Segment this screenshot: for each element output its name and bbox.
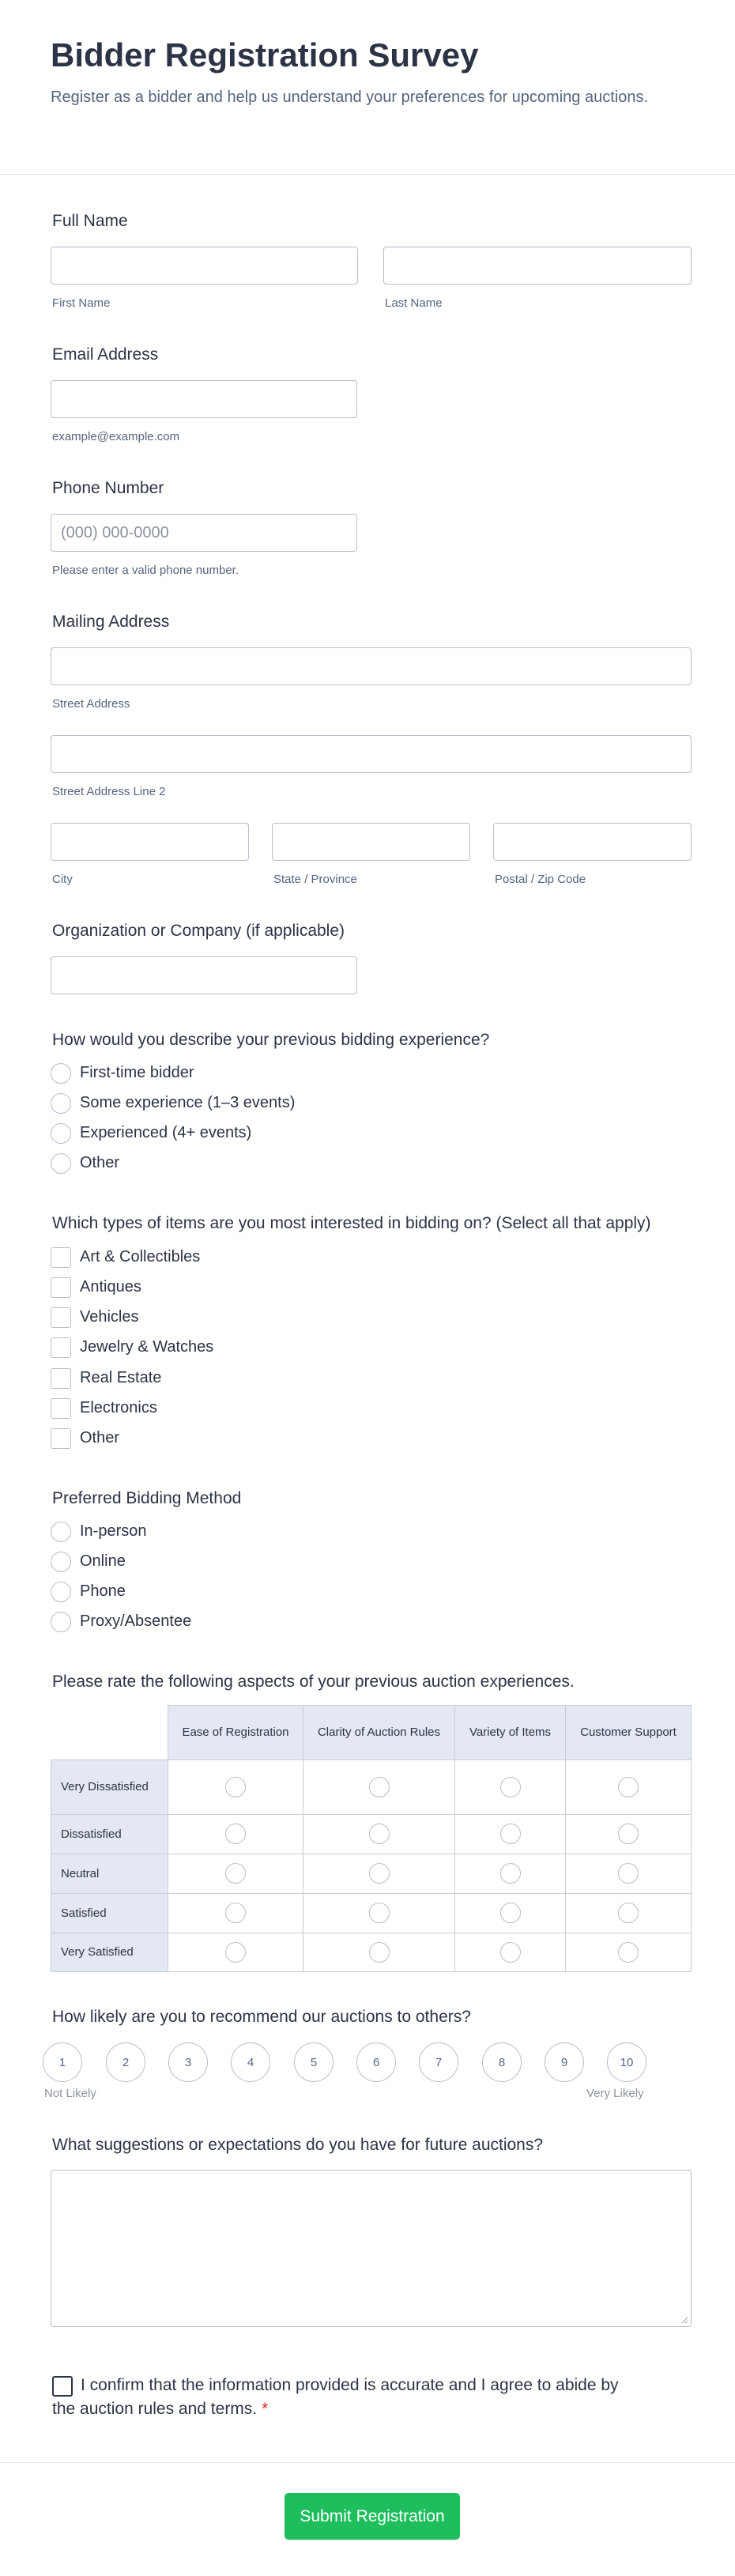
- matrix-row-header: Satisfied: [51, 1893, 168, 1933]
- scale-option-10[interactable]: 10: [607, 2042, 646, 2082]
- checkbox[interactable]: [51, 1307, 71, 1328]
- option-label: Other: [80, 1429, 120, 1446]
- full-name-label: Full Name: [52, 212, 128, 230]
- matrix-cell: [303, 1933, 455, 1972]
- matrix-column-header: Ease of Registration: [168, 1705, 303, 1760]
- street-address-input[interactable]: [51, 647, 692, 685]
- submit-button[interactable]: Submit Registration: [285, 2493, 460, 2540]
- radio-button[interactable]: [51, 1612, 71, 1632]
- footer-divider: [0, 2462, 735, 2463]
- matrix-radio[interactable]: [225, 1777, 246, 1797]
- form-header: [0, 0, 735, 175]
- matrix-cell: [454, 1933, 566, 1972]
- matrix-cell: [565, 1814, 692, 1854]
- suggestions-textarea[interactable]: [51, 2170, 692, 2327]
- matrix-radio[interactable]: [225, 1824, 246, 1844]
- experience-label: How would you describe your previous bidding experience?: [52, 1031, 490, 1049]
- matrix-cell: [454, 1854, 566, 1894]
- scale-option-8[interactable]: 8: [482, 2042, 522, 2082]
- checkbox[interactable]: [51, 1398, 71, 1419]
- matrix-cell: [565, 1854, 692, 1894]
- phone-sublabel: Please enter a valid phone number.: [52, 564, 239, 577]
- checkbox[interactable]: [51, 1428, 71, 1449]
- page-subtitle: Register as a bidder and help us understand your preferences for upcoming auctions.: [51, 89, 649, 106]
- email-input[interactable]: [51, 380, 357, 418]
- option-label: Real Estate: [80, 1369, 162, 1386]
- scale-option-1[interactable]: 1: [43, 2042, 82, 2082]
- scale-low-label: Not Likely: [44, 2087, 96, 2100]
- matrix-column-header: Customer Support: [565, 1705, 692, 1760]
- option-label: Vehicles: [80, 1308, 139, 1326]
- matrix-cell: [303, 1759, 455, 1815]
- matrix-cell: [303, 1854, 455, 1894]
- required-mark: *: [262, 2400, 269, 2418]
- zip-input[interactable]: [493, 823, 692, 861]
- matrix-cell: [565, 1933, 692, 1972]
- scale-option-9[interactable]: 9: [545, 2042, 584, 2082]
- matrix-cell: [168, 1933, 303, 1972]
- matrix-column-header: Clarity of Auction Rules: [303, 1705, 455, 1760]
- radio-button[interactable]: [51, 1093, 71, 1114]
- street-address-sublabel: Street Address: [52, 697, 130, 711]
- confirm-label: [52, 2374, 637, 2421]
- scale-option-6[interactable]: 6: [356, 2042, 396, 2082]
- option-label: Some experience (1–3 events): [80, 1094, 296, 1111]
- matrix-cell: [565, 1759, 692, 1815]
- matrix-radio[interactable]: [369, 1863, 390, 1884]
- resize-grip-icon[interactable]: [680, 2316, 688, 2324]
- matrix-radio[interactable]: [500, 1863, 521, 1884]
- matrix-row-header: Very Dissatisfied: [51, 1759, 168, 1815]
- option-label: Jewelry & Watches: [80, 1338, 214, 1356]
- matrix-cell: [168, 1814, 303, 1854]
- rating-label: Please rate the following aspects of your previous auction experiences.: [52, 1673, 575, 1691]
- first-name-input[interactable]: [51, 247, 358, 285]
- last-name-sublabel: Last Name: [385, 296, 443, 310]
- option-label: Art & Collectibles: [80, 1248, 201, 1265]
- last-name-input[interactable]: [383, 247, 692, 285]
- checkbox[interactable]: [51, 1337, 71, 1358]
- matrix-radio[interactable]: [618, 1942, 639, 1963]
- matrix-radio[interactable]: [500, 1777, 521, 1797]
- suggestions-label: What suggestions or expectations do you have for future auctions?: [52, 2136, 544, 2154]
- phone-label: Phone Number: [52, 479, 164, 497]
- scale-option-3[interactable]: 3: [168, 2042, 208, 2082]
- radio-button[interactable]: [51, 1552, 71, 1572]
- address-label: Mailing Address: [52, 613, 170, 631]
- radio-button[interactable]: [51, 1522, 71, 1542]
- matrix-row-header: Very Satisfied: [51, 1933, 168, 1972]
- state-sublabel: State / Province: [273, 873, 357, 886]
- city-sublabel: City: [52, 873, 73, 886]
- street-address-line2-sublabel: Street Address Line 2: [52, 785, 166, 798]
- scale-option-4[interactable]: 4: [231, 2042, 270, 2082]
- radio-button[interactable]: [51, 1582, 71, 1602]
- matrix-cell: [168, 1759, 303, 1815]
- checkbox[interactable]: [51, 1368, 71, 1389]
- matrix-row-header: Neutral: [51, 1854, 168, 1894]
- scale-high-label: Very Likely: [586, 2087, 644, 2100]
- matrix-radio[interactable]: [618, 1903, 639, 1923]
- organization-label: Organization or Company (if applicable): [52, 922, 345, 940]
- matrix-radio[interactable]: [225, 1903, 246, 1923]
- city-input[interactable]: [51, 823, 249, 861]
- matrix-cell: [303, 1893, 455, 1933]
- matrix-radio[interactable]: [369, 1777, 390, 1797]
- option-label: Phone: [80, 1582, 126, 1600]
- matrix-cell: [454, 1759, 566, 1815]
- checkbox[interactable]: [51, 1277, 71, 1298]
- interests-label: Which types of items are you most interested in bidding on? (Select all that apply): [52, 1214, 651, 1232]
- matrix-radio[interactable]: [500, 1824, 521, 1844]
- matrix-row-header: Dissatisfied: [51, 1814, 168, 1854]
- radio-button[interactable]: [51, 1153, 71, 1174]
- matrix-radio[interactable]: [618, 1824, 639, 1844]
- confirm-text: I confirm that the information provided is accurate and I agree to abide by the auction rules and terms.: [52, 2376, 619, 2418]
- option-label: In-person: [80, 1522, 147, 1540]
- organization-input[interactable]: [51, 956, 357, 994]
- matrix-cell: [454, 1814, 566, 1854]
- option-label: Experienced (4+ events): [80, 1124, 252, 1141]
- option-label: First-time bidder: [80, 1064, 194, 1081]
- matrix-radio[interactable]: [500, 1942, 521, 1963]
- option-label: Other: [80, 1154, 120, 1171]
- email-label: Email Address: [52, 345, 159, 364]
- option-label: Electronics: [80, 1399, 157, 1416]
- matrix-radio[interactable]: [618, 1863, 639, 1884]
- email-sublabel: example@example.com: [52, 430, 180, 443]
- matrix-radio[interactable]: [225, 1942, 246, 1963]
- matrix-radio[interactable]: [369, 1903, 390, 1923]
- matrix-cell: [168, 1893, 303, 1933]
- zip-sublabel: Postal / Zip Code: [495, 873, 586, 886]
- radio-button[interactable]: [51, 1123, 71, 1144]
- matrix-radio[interactable]: [369, 1942, 390, 1963]
- street-address-line2-input[interactable]: [51, 735, 692, 773]
- recommend-label: How likely are you to recommend our auctions to others?: [52, 2008, 471, 2026]
- scale-option-5[interactable]: 5: [294, 2042, 334, 2082]
- phone-input[interactable]: [51, 514, 357, 552]
- page-title: Bidder Registration Survey: [51, 36, 479, 74]
- rating-matrix: [51, 1705, 692, 1972]
- matrix-radio[interactable]: [369, 1824, 390, 1844]
- scale-option-2[interactable]: 2: [106, 2042, 145, 2082]
- matrix-cell: [303, 1814, 455, 1854]
- option-label: Proxy/Absentee: [80, 1612, 192, 1630]
- option-label: Antiques: [80, 1278, 141, 1296]
- matrix-cell: [454, 1893, 566, 1933]
- matrix-radio[interactable]: [225, 1863, 246, 1884]
- matrix-cell: [565, 1893, 692, 1933]
- matrix-column-header: Variety of Items: [454, 1705, 566, 1760]
- scale-option-7[interactable]: 7: [419, 2042, 458, 2082]
- method-label: Preferred Bidding Method: [52, 1489, 242, 1507]
- matrix-radio[interactable]: [618, 1777, 639, 1797]
- matrix-radio[interactable]: [500, 1903, 521, 1923]
- phone-placeholder: (000) 000-0000: [61, 524, 169, 541]
- checkbox[interactable]: [51, 1247, 71, 1268]
- state-input[interactable]: [272, 823, 470, 861]
- matrix-cell: [168, 1854, 303, 1894]
- radio-button[interactable]: [51, 1063, 71, 1084]
- first-name-sublabel: First Name: [52, 296, 111, 310]
- option-label: Online: [80, 1552, 126, 1570]
